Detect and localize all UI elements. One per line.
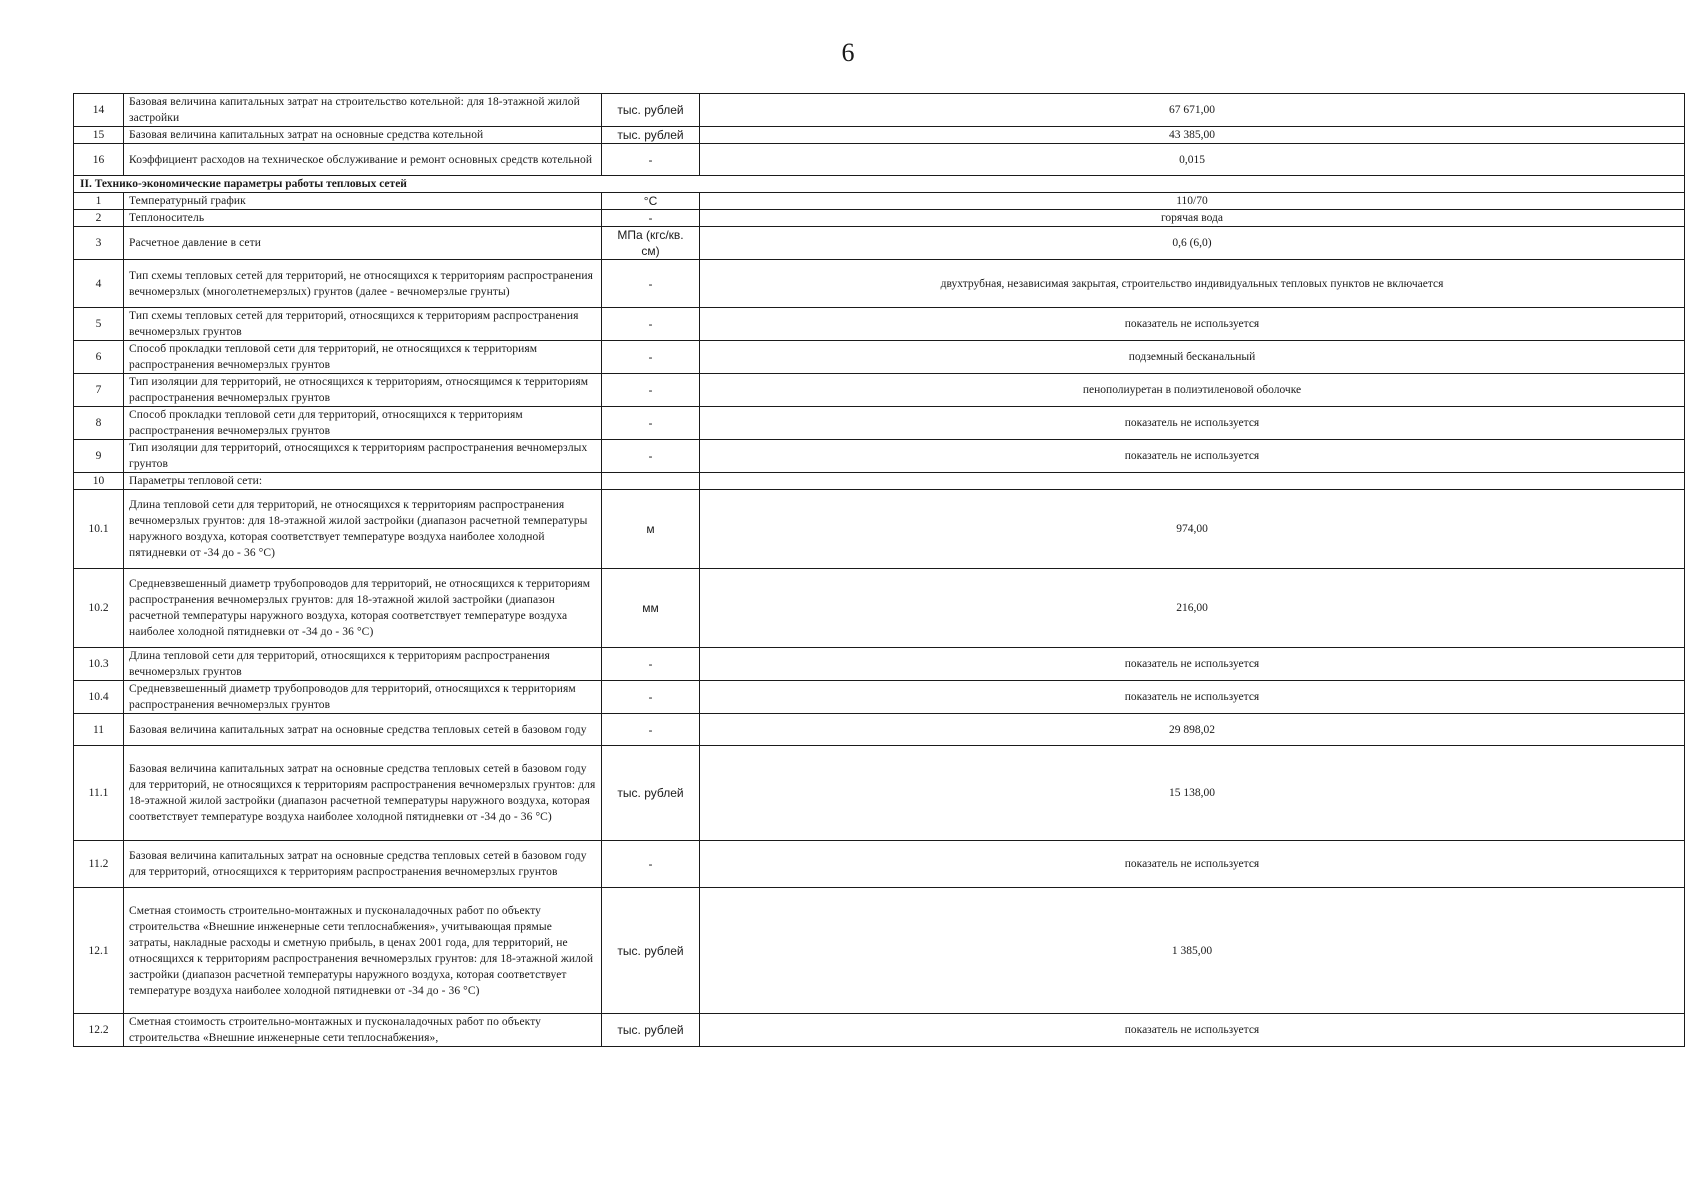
row-description: Базовая величина капитальных затрат на строительство котельной: для 18-этажной жилой застройки	[124, 94, 602, 127]
row-number: 9	[74, 440, 124, 473]
row-number: 2	[74, 210, 124, 227]
row-value: 29 898,02	[700, 714, 1685, 746]
row-value: 0,015	[700, 144, 1685, 176]
row-value: 216,00	[700, 569, 1685, 648]
row-value: показатель не используется	[700, 681, 1685, 714]
row-description: Параметры тепловой сети:	[124, 473, 602, 490]
row-description: Сметная стоимость строительно-монтажных и пусконаладочных работ по объекту строительства «Внешние инженерные сети теплоснабжения»,	[124, 1014, 602, 1047]
row-description: Средневзвешенный диаметр трубопроводов для территорий, относящихся к территориям распространения вечномерзлых грунтов	[124, 681, 602, 714]
row-unit: тыс. рублей	[602, 746, 700, 841]
table-row	[74, 648, 1685, 681]
row-value: 0,6 (6,0)	[700, 227, 1685, 260]
table-row	[74, 374, 1685, 407]
row-unit: м	[602, 490, 700, 569]
row-number: 8	[74, 407, 124, 440]
row-number: 10	[74, 473, 124, 490]
row-description: Тип изоляции для территорий, не относящихся к территориям, относящимся к территориям распространения вечномерзлых грунтов	[124, 374, 602, 407]
row-description: Способ прокладки тепловой сети для территорий, относящихся к территориям распространения вечномерзлых грунтов	[124, 407, 602, 440]
row-number: 6	[74, 341, 124, 374]
table-row	[74, 407, 1685, 440]
row-number: 10.2	[74, 569, 124, 648]
row-unit: тыс. рублей	[602, 127, 700, 144]
row-value: 43 385,00	[700, 127, 1685, 144]
row-value: 110/70	[700, 193, 1685, 210]
row-value: показатель не используется	[700, 440, 1685, 473]
row-value: пенополиуретан в полиэтиленовой оболочке	[700, 374, 1685, 407]
section-title: II. Технико-экономические параметры работы тепловых сетей	[74, 176, 1685, 193]
row-number: 10.1	[74, 490, 124, 569]
row-number: 11.1	[74, 746, 124, 841]
row-value: показатель не используется	[700, 841, 1685, 888]
row-description: Теплоноситель	[124, 210, 602, 227]
page-number: 6	[841, 38, 855, 67]
row-unit: -	[602, 341, 700, 374]
row-number: 4	[74, 260, 124, 308]
table-row	[74, 193, 1685, 210]
row-unit: -	[602, 714, 700, 746]
row-description: Базовая величина капитальных затрат на основные средства котельной	[124, 127, 602, 144]
row-unit: -	[602, 144, 700, 176]
row-number: 15	[74, 127, 124, 144]
row-number: 10.3	[74, 648, 124, 681]
table-row	[74, 210, 1685, 227]
row-unit: мм	[602, 569, 700, 648]
row-value	[700, 473, 1685, 490]
row-unit: тыс. рублей	[602, 888, 700, 1014]
row-value: 1 385,00	[700, 888, 1685, 1014]
row-unit: -	[602, 440, 700, 473]
section-header-row	[74, 176, 1685, 193]
row-value: 67 671,00	[700, 94, 1685, 127]
row-description: Базовая величина капитальных затрат на основные средства тепловых сетей в базовом году	[124, 714, 602, 746]
row-unit: -	[602, 308, 700, 341]
row-description: Тип изоляции для территорий, относящихся к территориям распространения вечномерзлых грунтов	[124, 440, 602, 473]
row-unit: -	[602, 260, 700, 308]
row-unit: тыс. рублей	[602, 94, 700, 127]
table-row	[74, 341, 1685, 374]
row-value: двухтрубная, независимая закрытая, строительство индивидуальных тепловых пунктов не включается	[700, 260, 1685, 308]
table-row	[74, 473, 1685, 490]
table-row	[74, 1014, 1685, 1047]
table-row	[74, 308, 1685, 341]
row-description: Коэффициент расходов на техническое обслуживание и ремонт основных средств котельной	[124, 144, 602, 176]
row-number: 5	[74, 308, 124, 341]
table-row	[74, 260, 1685, 308]
row-value: 15 138,00	[700, 746, 1685, 841]
row-unit: тыс. рублей	[602, 1014, 700, 1047]
row-description: Способ прокладки тепловой сети для территорий, не относящихся к территориям распространения вечномерзлых грунтов	[124, 341, 602, 374]
table-row	[74, 841, 1685, 888]
table-row	[74, 746, 1685, 841]
row-value: горячая вода	[700, 210, 1685, 227]
table-row	[74, 144, 1685, 176]
table-row	[74, 888, 1685, 1014]
row-description: Длина тепловой сети для территорий, не относящихся к территориям распространения вечномерзлых грунтов: для 18-этажной жилой застройки (диапазон расчетной температуры наружного воздуха, которая соответствует температуре воздуха наиболее холодной пятидневки от -34 до - 36 °C)	[124, 490, 602, 569]
row-value: 974,00	[700, 490, 1685, 569]
row-number: 12.2	[74, 1014, 124, 1047]
row-number: 12.1	[74, 888, 124, 1014]
row-description: Тип схемы тепловых сетей для территорий, относящихся к территориям распространения вечномерзлых грунтов	[124, 308, 602, 341]
table-row	[74, 94, 1685, 127]
row-number: 3	[74, 227, 124, 260]
row-number: 11.2	[74, 841, 124, 888]
row-value: подземный бесканальный	[700, 341, 1685, 374]
row-number: 16	[74, 144, 124, 176]
row-unit: °C	[602, 193, 700, 210]
row-description: Сметная стоимость строительно-монтажных и пусконаладочных работ по объекту строительства «Внешние инженерные сети теплоснабжения», учитывающая прямые затраты, накладные расходы и сметную прибыль, в ценах 2001 года, для территорий, не относящихся к территориям распространения вечномерзлых грунтов: для 18-этажной жилой застройки (диапазон расчетной температуры наружного воздуха, которая соответствует температуре воздуха наиболее холодной пятидневки от -34 до - 36 °C)	[124, 888, 602, 1014]
table-row	[74, 440, 1685, 473]
row-description: Базовая величина капитальных затрат на основные средства тепловых сетей в базовом году для территорий, не относящихся к территориям распространения вечномерзлых грунтов: для 18-этажной жилой застройки (диапазон расчетной температуры наружного воздуха, которая соответствует температуре воздуха наиболее холодной пятидневки от -34 до - 36 °C)	[124, 746, 602, 841]
row-number: 14	[74, 94, 124, 127]
row-description: Температурный график	[124, 193, 602, 210]
row-unit: -	[602, 648, 700, 681]
table-row	[74, 569, 1685, 648]
row-description: Расчетное давление в сети	[124, 227, 602, 260]
row-value: показатель не используется	[700, 308, 1685, 341]
row-number: 7	[74, 374, 124, 407]
row-number: 1	[74, 193, 124, 210]
row-unit	[602, 473, 700, 490]
row-value: показатель не используется	[700, 1014, 1685, 1047]
row-number: 11	[74, 714, 124, 746]
row-unit: -	[602, 210, 700, 227]
row-description: Тип схемы тепловых сетей для территорий, не относящихся к территориям распространения вечномерзлых (многолетнемерзлых) грунтов (далее - вечномерзлые грунты)	[124, 260, 602, 308]
row-unit: -	[602, 681, 700, 714]
parameters-table	[73, 93, 1685, 1047]
table-row	[74, 490, 1685, 569]
row-description: Длина тепловой сети для территорий, относящихся к территориям распространения вечномерзлых грунтов	[124, 648, 602, 681]
row-description: Базовая величина капитальных затрат на основные средства тепловых сетей в базовом году для территорий, относящихся к территориям распространения вечномерзлых грунтов	[124, 841, 602, 888]
table-row	[74, 227, 1685, 260]
table-row	[74, 714, 1685, 746]
row-value: показатель не используется	[700, 407, 1685, 440]
table-row	[74, 127, 1685, 144]
row-unit: -	[602, 841, 700, 888]
row-number: 10.4	[74, 681, 124, 714]
row-unit: МПа (кгс/кв. см)	[602, 227, 700, 260]
row-unit: -	[602, 407, 700, 440]
row-value: показатель не используется	[700, 648, 1685, 681]
table-row	[74, 681, 1685, 714]
row-unit: -	[602, 374, 700, 407]
row-description: Средневзвешенный диаметр трубопроводов для территорий, не относящихся к территориям распространения вечномерзлых грунтов: для 18-этажной жилой застройки (диапазон расчетной температуры наружного воздуха, которая соответствует температуре воздуха наиболее холодной пятидневки от -34 до - 36 °C)	[124, 569, 602, 648]
